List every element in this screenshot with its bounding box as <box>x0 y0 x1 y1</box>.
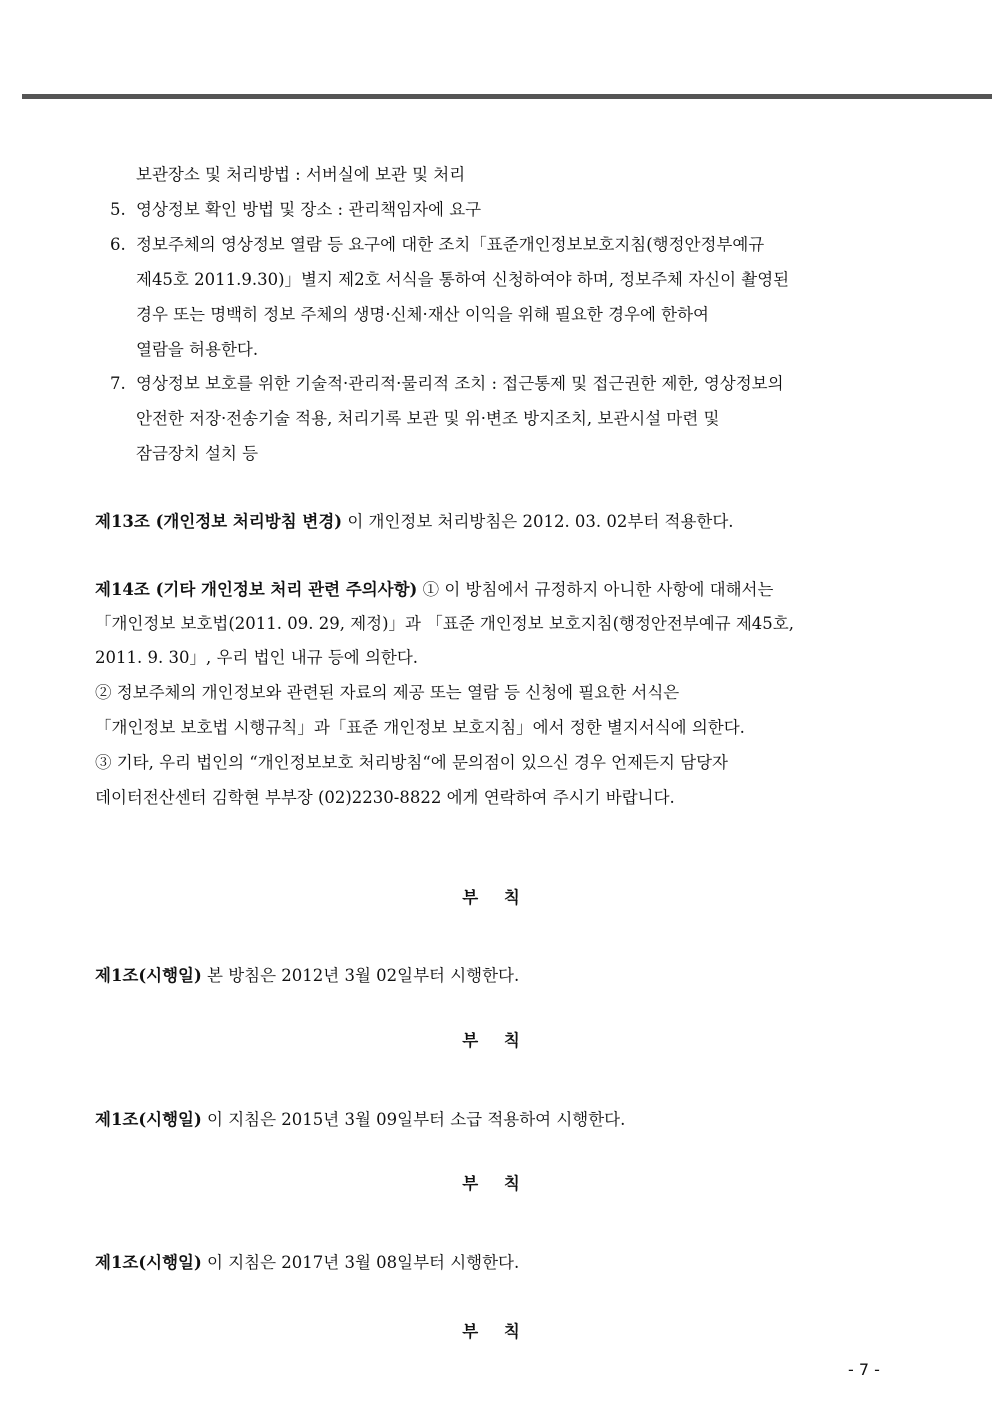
page-number: - 7 - <box>848 1360 880 1379</box>
addendum-article-2 <box>95 1109 625 1131</box>
article-14-line7: 데이터전산센터 김학현 부부장 (02)2230-8822 에게 연락하여 주시기 바랍니다. <box>95 788 675 807</box>
article-14-line4: ② 정보주체의 개인정보와 관련된 자료의 제공 또는 열람 등 신청에 필요한 서식은 <box>95 683 680 702</box>
addendum-title: 제1조(시행일) <box>95 1253 202 1272</box>
addendum-heading-2: 부 칙 <box>462 1031 530 1050</box>
addendum-text: 본 방침은 2012년 3월 02일부터 시행한다. <box>201 966 520 985</box>
list-item-7-line3: 잠금장치 설치 등 <box>136 444 259 463</box>
addendum-article-3 <box>95 1252 519 1274</box>
list-number: 7. <box>110 374 126 393</box>
article-14-line5: 「개인정보 보호법 시행규칙」과「표준 개인정보 보호지침」에서 정한 별지서식에 의한다. <box>95 718 745 737</box>
article-14 <box>95 579 773 601</box>
addendum-title: 제1조(시행일) <box>95 966 202 985</box>
list-item-6-line2: 제45호 2011.9.30)」별지 제2호 서식을 통하여 신청하여야 하며, 정보주체 자신이 촬영된 <box>136 270 790 289</box>
article-14-line3: 2011. 9. 30」, 우리 법인 내규 등에 의한다. <box>95 648 419 667</box>
article-14-line6: ③ 기타, 우리 법인의 “개인정보보호 처리방침“에 문의점이 있으신 경우 언제든지 담당자 <box>95 753 728 772</box>
article-text: ① 이 방침에서 규정하지 아니한 사항에 대해서는 <box>417 580 774 599</box>
article-text: 이 개인정보 처리방침은 2012. 03. 02부터 적용한다. <box>342 512 734 531</box>
article-13 <box>95 511 734 533</box>
list-text: 정보주체의 영상정보 열람 등 요구에 대한 조치「표준개인정보보호지침(행정안정부예규 <box>136 235 765 254</box>
article-title: 제14조 (기타 개인정보 처리 관련 주의사항) <box>95 580 418 599</box>
list-text: 영상정보 확인 방법 및 장소 : 관리책임자에 요구 <box>136 200 482 219</box>
list-item-6-line4: 열람을 허용한다. <box>136 340 259 359</box>
list-item-6-line3: 경우 또는 명백히 정보 주체의 생명·신체·재산 이익을 위해 필요한 경우에 한하여 <box>136 305 709 324</box>
list-number: 6. <box>110 235 126 254</box>
list-text: 영상정보 보호를 위한 기술적·관리적·물리적 조치 : 접근통제 및 접근권한 제한, 영상정보의 <box>136 374 784 393</box>
article-14-line2: 「개인정보 보호법(2011. 09. 29, 제정)」과 「표준 개인정보 보호지침(행정안전부예규 제45호, <box>95 614 794 633</box>
addendum-heading-4: 부 칙 <box>462 1322 530 1341</box>
article-title: 제13조 (개인정보 처리방침 변경) <box>95 512 343 531</box>
storage-line: 보관장소 및 처리방법 : 서버실에 보관 및 처리 <box>136 165 466 184</box>
header-rule <box>22 94 992 99</box>
addendum-heading-3: 부 칙 <box>462 1174 530 1193</box>
addendum-article-1 <box>95 965 519 987</box>
addendum-text: 이 지침은 2017년 3월 08일부터 시행한다. <box>201 1253 520 1272</box>
addendum-title: 제1조(시행일) <box>95 1110 202 1129</box>
addendum-heading-1: 부 칙 <box>462 888 530 907</box>
list-item-7 <box>110 373 784 395</box>
list-number: 5. <box>110 200 126 219</box>
list-item-5 <box>110 199 481 221</box>
list-item-6 <box>110 234 764 256</box>
list-item-7-line2: 안전한 저장·전송기술 적용, 처리기록 보관 및 위·변조 방지조치, 보관시설 마련 및 <box>136 409 720 428</box>
addendum-text: 이 지침은 2015년 3월 09일부터 소급 적용하여 시행한다. <box>201 1110 626 1129</box>
